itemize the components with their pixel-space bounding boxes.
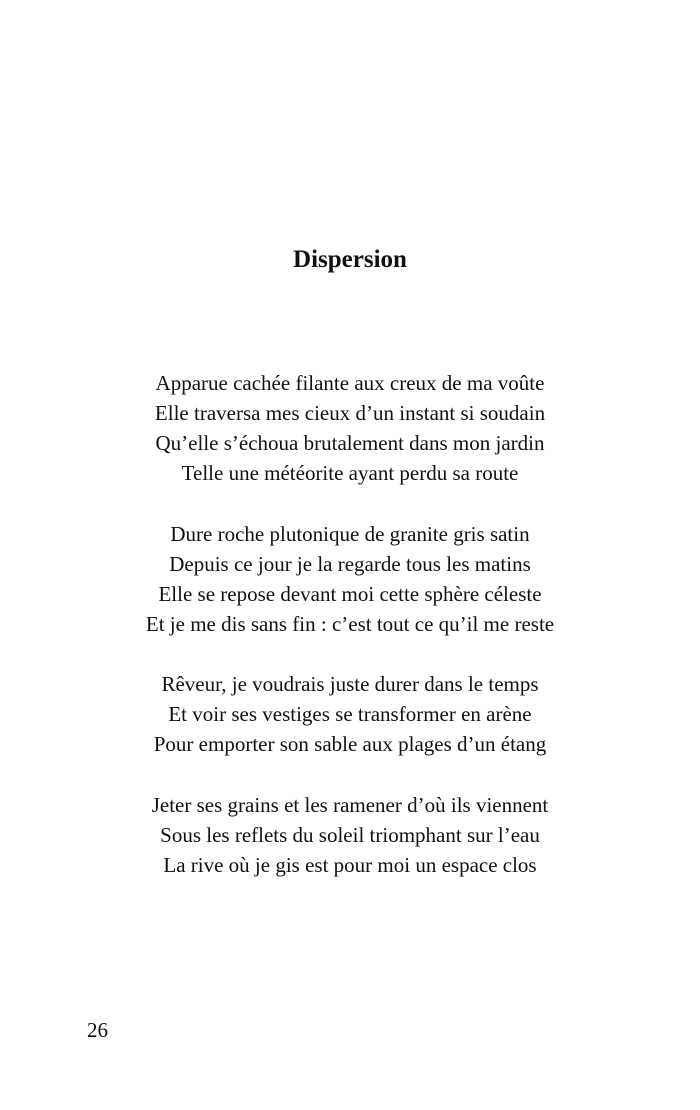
verse-line: Et voir ses vestiges se transformer en arène: [168, 702, 532, 726]
verse-line: La rive où je gis est pour moi un espace clos: [163, 852, 537, 877]
verse-line: Depuis ce jour je la regarde tous les matins: [169, 551, 531, 576]
verse-line: Elle traversa mes cieux d’un instant si soudain: [154, 401, 546, 425]
poem-title: Dispersion: [293, 246, 407, 273]
verse-line: Sous les reflets du soleil triomphant sur l’eau: [160, 822, 540, 847]
verse-line: Jeter ses grains et les ramener d’où ils viennent: [151, 792, 549, 817]
stanza-4: [0, 790, 700, 880]
verse-line: Apparue cachée filante aux creux de ma voûte: [155, 371, 545, 395]
verse-line: Telle une météorite ayant perdu sa route: [181, 461, 519, 485]
page-number: 26: [87, 1018, 108, 1042]
verse-line: Pour emporter son sable aux plages d’un étang: [153, 732, 547, 756]
verse-line: Elle se repose devant moi cette sphère céleste: [158, 581, 542, 606]
stanza-2: [0, 519, 700, 639]
poem-body: [0, 368, 700, 880]
stanza-3: [0, 669, 700, 759]
verse-line: Qu’elle s’échoua brutalement dans mon jardin: [155, 431, 545, 455]
stanza-1: [0, 368, 700, 488]
verse-line: Rêveur, je voudrais juste durer dans le temps: [161, 672, 539, 696]
verse-line: Dure roche plutonique de granite gris satin: [170, 521, 530, 546]
verse-line: Et je me dis sans fin : c’est tout ce qu’il me reste: [145, 611, 555, 636]
